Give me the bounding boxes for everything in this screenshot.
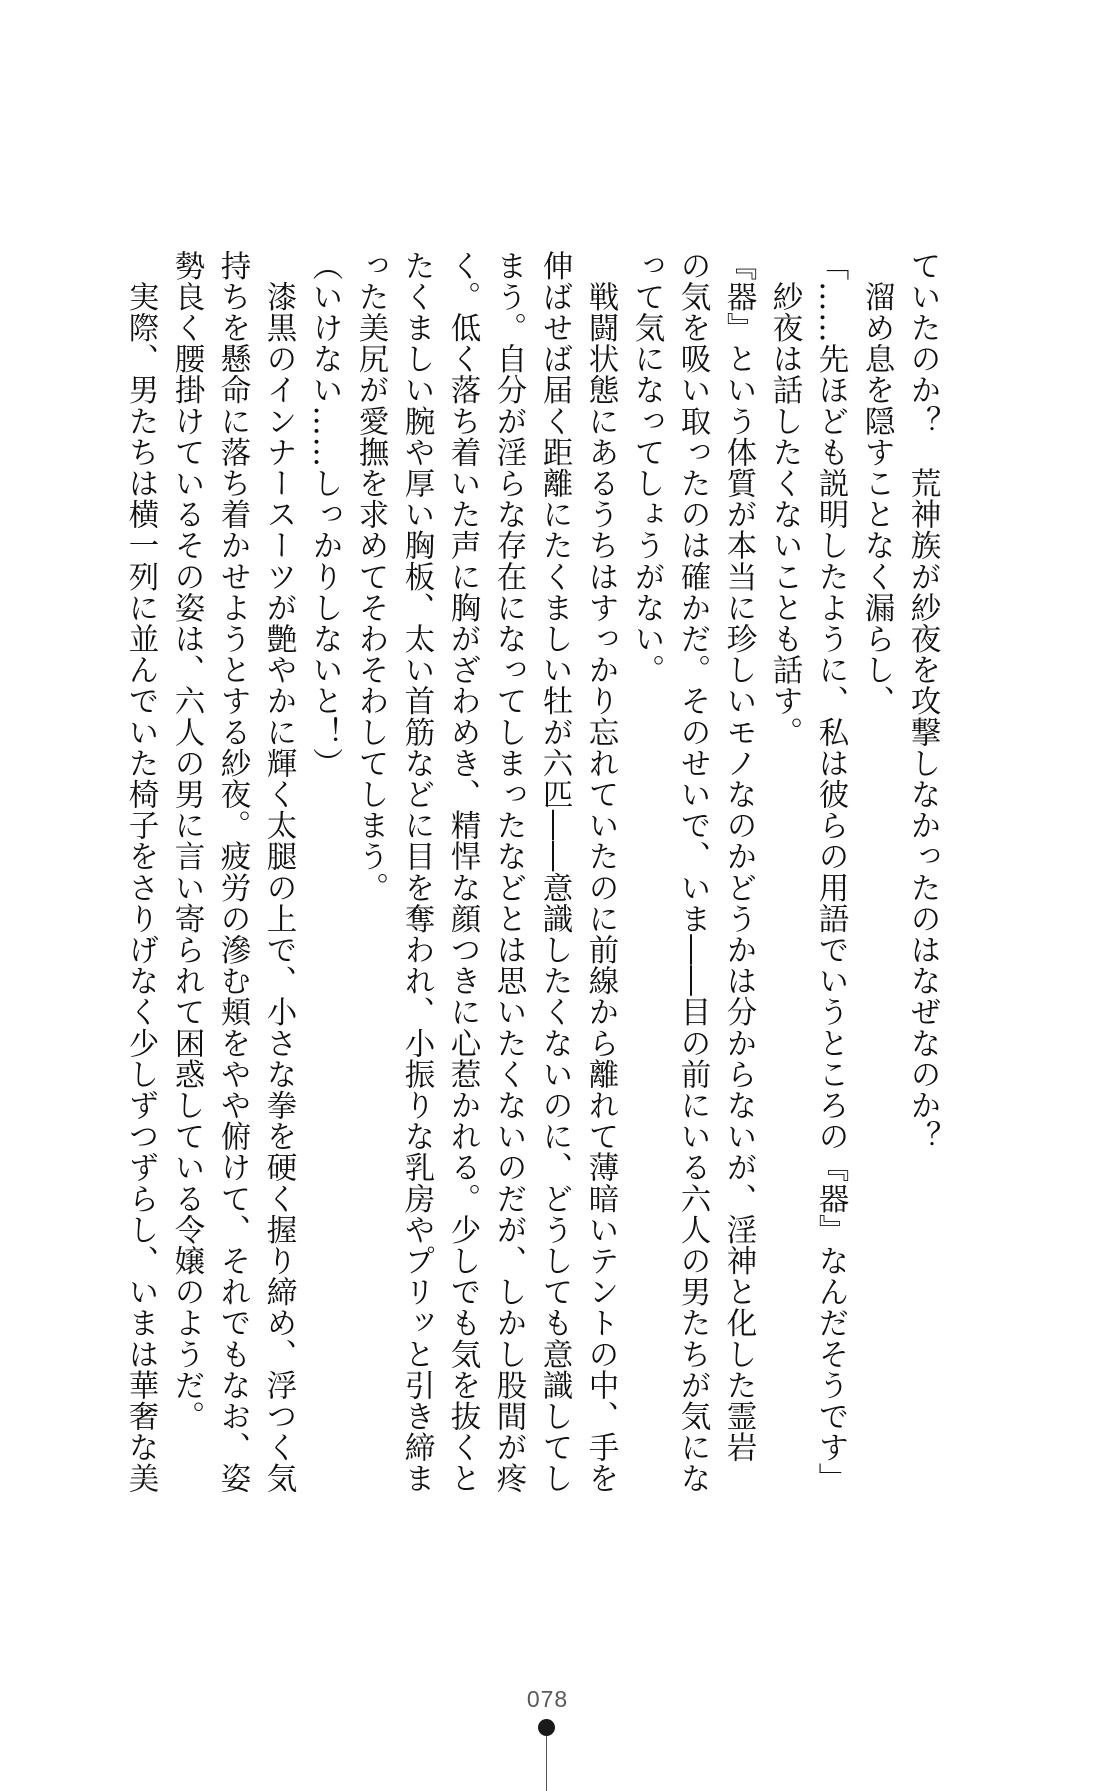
text-line: 紗夜は話したくないことも話す。 (767, 250, 802, 748)
text-line: ていたのか？ 荒神族が紗夜を攻撃しなかったのはなぜなのか？ (905, 250, 940, 1152)
vertical-text-body (123, 250, 945, 1494)
text-line: まう。自分が淫らな存在になってしまったなどとは思いたくないのだが、しかし股間が疼 (491, 250, 526, 1494)
text-line: 漆黒のインナースーツが艶やかに輝く太腿の上で、小さな拳を硬く握り締め、浮つく気 (261, 250, 296, 1494)
text-line: 溜め息を隠すことなく漏らし、 (859, 250, 894, 717)
text-line: 伸ばせば届く距離にたくましい牡が六匹――意識したくないのに、どうしても意識してし (537, 250, 572, 1494)
text-line: 持ちを懸命に落ち着かせようとする紗夜。疲労の滲む頬をやや俯けて、それでもなお、姿 (215, 250, 250, 1494)
text-line: たくましい腕や厚い胸板、太い首筋などに目を奪われ、小振りな乳房やプリッと引き締ま (399, 250, 434, 1494)
text-line: 『器』という体質が本当に珍しいモノなのかどうかは分からないが、淫神と化した霊岩 (721, 250, 756, 1463)
text-line: （いけない……しっかりしないと！） (307, 250, 342, 779)
text-line: く。低く落ち着いた声に胸がざわめき、精悍な顔つきに心惹かれる。少しでも気を抜くと (445, 250, 480, 1494)
text-line: 「……先ほども説明したように、私は彼らの用語でいうところの『器』なんだそうです」 (813, 250, 848, 1494)
text-line: 勢良く腰掛けているその姿は、六人の男に言い寄られて困惑している令嬢のようだ。 (169, 250, 204, 1432)
text-line: の気を吸い取ったのは確かだ。そのせいで、いま――目の前にいる六人の男たちが気にな (675, 250, 710, 1494)
page-number: 078 (526, 1686, 569, 1712)
text-line: って気になってしょうがない。 (629, 250, 664, 686)
text-line: 戦闘状態にあるうちはすっかり忘れていたのに前線から離れて薄暗いテントの中、手を (583, 250, 618, 1494)
page-marker-dot (538, 1719, 555, 1736)
text-line: った美尻が愛撫を求めてそわそわしてしまう。 (353, 250, 388, 904)
page-marker-line (546, 1736, 547, 1791)
text-line: 実際、男たちは横一列に並んでいた椅子をさりげなく少しずつずらし、いまは華奢な美 (123, 250, 158, 1494)
